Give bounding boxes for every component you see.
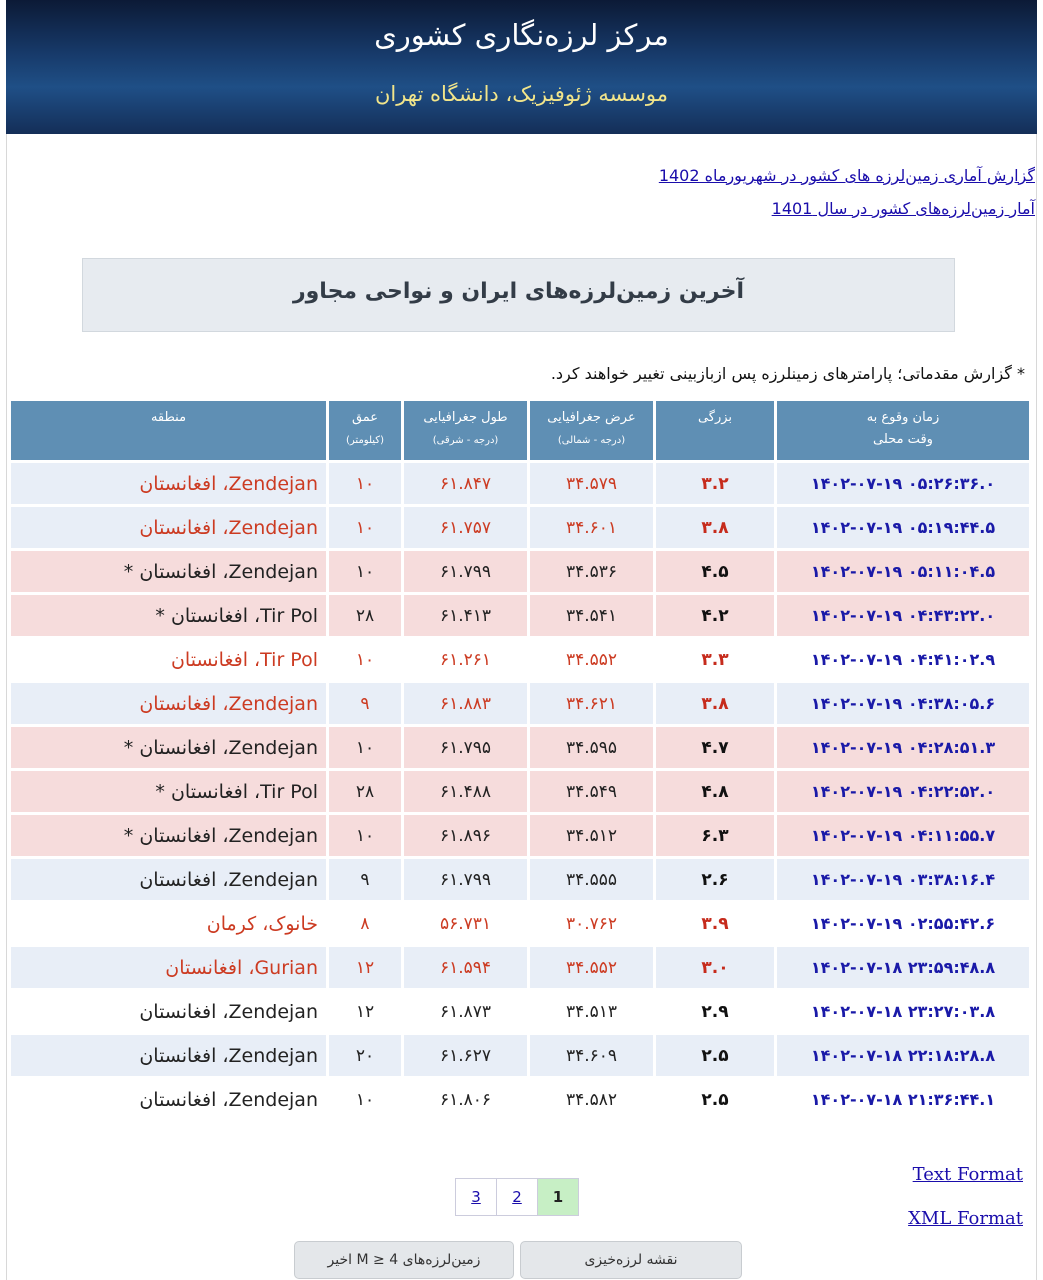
longitude-cell: ۶۱.۸۴۷ xyxy=(404,463,527,504)
magnitude-cell: ۳.۳ xyxy=(656,639,774,680)
table-row[interactable] xyxy=(11,463,1029,504)
table-row[interactable] xyxy=(11,815,1029,856)
longitude-cell: ۵۶.۷۳۱ xyxy=(404,903,527,944)
region-cell: Tir Pol، افغانستان * xyxy=(11,595,326,636)
event-time-cell: ۱۴۰۲-۰۷-۱۹ ۰۴:۴۱:۰۲.۹ xyxy=(777,639,1029,680)
region-cell: Zendejan، افغانستان xyxy=(11,683,326,724)
latitude-cell: ۳۴.۵۴۹ xyxy=(530,771,653,812)
banner-title: آخرین زمین‌لرزه‌های ایران و نواحی مجاور xyxy=(292,279,745,304)
region-cell: خانوک، کرمان xyxy=(11,903,326,944)
col-magnitude[interactable]: بزرگی xyxy=(656,401,774,460)
latitude-cell: ۳۴.۵۵۵ xyxy=(530,859,653,900)
table-row[interactable] xyxy=(11,639,1029,680)
region-cell: Zendejan، افغانستان * xyxy=(11,815,326,856)
yearly-stats-link[interactable]: آمار زمین‌لرزه‌های کشور در سال 1401 xyxy=(771,199,1035,218)
region-cell: Zendejan، افغانستان xyxy=(11,507,326,548)
longitude-cell: ۶۱.۸۰۶ xyxy=(404,1079,527,1120)
event-time-cell: ۱۴۰۲-۰۷-۱۹ ۰۴:۴۳:۲۲.۰ xyxy=(777,595,1029,636)
latitude-cell: ۳۴.۵۵۲ xyxy=(530,639,653,680)
table-row[interactable] xyxy=(11,771,1029,812)
text-format-link[interactable]: Text Format xyxy=(912,1164,1023,1185)
xml-format-link[interactable]: XML Format xyxy=(908,1208,1023,1229)
event-time-cell: ۱۴۰۲-۰۷-۱۹ ۰۵:۲۶:۳۶.۰ xyxy=(777,463,1029,504)
table-row[interactable] xyxy=(11,947,1029,988)
depth-cell: ۱۰ xyxy=(329,507,401,548)
page-3-link[interactable]: 3 xyxy=(455,1178,497,1216)
longitude-cell: ۶۱.۷۹۵ xyxy=(404,727,527,768)
magnitude-cell: ۳.۹ xyxy=(656,903,774,944)
event-time-cell: ۱۴۰۲-۰۷-۱۹ ۰۴:۳۸:۰۵.۶ xyxy=(777,683,1029,724)
region-cell: Zendejan، افغانستان xyxy=(11,991,326,1032)
page-1-current[interactable]: 1 xyxy=(537,1178,579,1216)
col-longitude[interactable]: طول جغرافیایی (درجه - شرقی) xyxy=(404,401,527,460)
event-time-cell: ۱۴۰۲-۰۷-۱۹ ۰۲:۵۵:۴۲.۶ xyxy=(777,903,1029,944)
depth-cell: ۱۲ xyxy=(329,991,401,1032)
table-row[interactable] xyxy=(11,991,1029,1032)
magnitude-cell: ۳.۲ xyxy=(656,463,774,504)
region-cell: Zendejan، افغانستان xyxy=(11,859,326,900)
table-row[interactable] xyxy=(11,507,1029,548)
table-row[interactable] xyxy=(11,903,1029,944)
latest-quakes-banner xyxy=(82,258,955,332)
table-row[interactable] xyxy=(11,595,1029,636)
longitude-cell: ۶۱.۲۶۱ xyxy=(404,639,527,680)
event-time-cell: ۱۴۰۲-۰۷-۱۸ ۲۳:۵۹:۴۸.۸ xyxy=(777,947,1029,988)
longitude-cell: ۶۱.۷۹۹ xyxy=(404,859,527,900)
longitude-cell: ۶۱.۵۹۴ xyxy=(404,947,527,988)
event-time-cell: ۱۴۰۲-۰۷-۱۹ ۰۵:۱۹:۴۴.۵ xyxy=(777,507,1029,548)
depth-cell: ۹ xyxy=(329,859,401,900)
region-cell: Zendejan، افغانستان xyxy=(11,463,326,504)
latitude-cell: ۳۴.۵۸۲ xyxy=(530,1079,653,1120)
magnitude-cell: ۴.۷ xyxy=(656,727,774,768)
region-cell: Zendejan، افغانستان * xyxy=(11,551,326,592)
col-region[interactable]: منطقه xyxy=(11,401,326,460)
magnitude-cell: ۳.۸ xyxy=(656,683,774,724)
latitude-cell: ۳۴.۵۳۶ xyxy=(530,551,653,592)
depth-cell: ۲۸ xyxy=(329,771,401,812)
latitude-cell: ۳۴.۵۷۹ xyxy=(530,463,653,504)
longitude-cell: ۶۱.۴۸۸ xyxy=(404,771,527,812)
table-row[interactable] xyxy=(11,1079,1029,1120)
magnitude-cell: ۳.۰ xyxy=(656,947,774,988)
magnitude-cell: ۴.۲ xyxy=(656,595,774,636)
magnitude-cell: ۲.۶ xyxy=(656,859,774,900)
page-2-link[interactable]: 2 xyxy=(496,1178,538,1216)
depth-cell: ۲۸ xyxy=(329,595,401,636)
table-row[interactable] xyxy=(11,727,1029,768)
col-latitude[interactable]: عرض جغرافیایی (درجه - شمالی) xyxy=(530,401,653,460)
table-row[interactable] xyxy=(11,683,1029,724)
table-row[interactable] xyxy=(11,551,1029,592)
event-time-cell: ۱۴۰۲-۰۷-۱۹ ۰۴:۱۱:۵۵.۷ xyxy=(777,815,1029,856)
region-cell: Tir Pol، افغانستان xyxy=(11,639,326,680)
region-cell: Zendejan، افغانستان * xyxy=(11,727,326,768)
table-header-row xyxy=(11,401,1029,460)
depth-cell: ۱۰ xyxy=(329,1079,401,1120)
event-time-cell: ۱۴۰۲-۰۷-۱۸ ۲۲:۱۸:۲۸.۸ xyxy=(777,1035,1029,1076)
magnitude-cell: ۲.۵ xyxy=(656,1079,774,1120)
magnitude-cell: ۴.۸ xyxy=(656,771,774,812)
col-time[interactable]: زمان وقوع به وقت محلی xyxy=(777,401,1029,460)
event-time-cell: ۱۴۰۲-۰۷-۱۸ ۲۱:۳۶:۴۴.۱ xyxy=(777,1079,1029,1120)
depth-cell: ۱۰ xyxy=(329,551,401,592)
magnitude-cell: ۲.۵ xyxy=(656,1035,774,1076)
latitude-cell: ۳۴.۵۹۵ xyxy=(530,727,653,768)
seismicity-map-button[interactable]: نقشه لرزه‌خیزی xyxy=(520,1241,742,1279)
depth-cell: ۱۰ xyxy=(329,639,401,680)
longitude-cell: ۶۱.۸۷۳ xyxy=(404,991,527,1032)
latitude-cell: ۳۴.۵۱۲ xyxy=(530,815,653,856)
depth-cell: ۱۰ xyxy=(329,463,401,504)
depth-cell: ۲۰ xyxy=(329,1035,401,1076)
table-row[interactable] xyxy=(11,1035,1029,1076)
pagination xyxy=(456,1178,579,1216)
longitude-cell: ۶۱.۸۹۶ xyxy=(404,815,527,856)
depth-cell: ۱۰ xyxy=(329,815,401,856)
site-header xyxy=(6,0,1037,134)
depth-cell: ۱۰ xyxy=(329,727,401,768)
recent-m4-button[interactable]: زمین‌لرزه‌های 4 ≤ M اخیر xyxy=(294,1241,514,1279)
site-subtitle: موسسه ژئوفیزیک، دانشگاه تهران xyxy=(374,82,669,106)
latitude-cell: ۳۴.۶۰۹ xyxy=(530,1035,653,1076)
event-time-cell: ۱۴۰۲-۰۷-۱۹ ۰۴:۲۲:۵۲.۰ xyxy=(777,771,1029,812)
event-time-cell: ۱۴۰۲-۰۷-۱۹ ۰۳:۳۸:۱۶.۴ xyxy=(777,859,1029,900)
longitude-cell: ۶۱.۸۸۳ xyxy=(404,683,527,724)
latitude-cell: ۳۴.۵۵۲ xyxy=(530,947,653,988)
table-row[interactable] xyxy=(11,859,1029,900)
monthly-report-link[interactable]: گزارش آماری زمین‌لرزه های کشور در شهریورماه 1402 xyxy=(658,166,1035,185)
longitude-cell: ۶۱.۴۱۳ xyxy=(404,595,527,636)
magnitude-cell: ۴.۵ xyxy=(656,551,774,592)
depth-cell: ۸ xyxy=(329,903,401,944)
magnitude-cell: ۳.۸ xyxy=(656,507,774,548)
latitude-cell: ۳۴.۶۰۱ xyxy=(530,507,653,548)
region-cell: Gurian، افغانستان xyxy=(11,947,326,988)
event-time-cell: ۱۴۰۲-۰۷-۱۸ ۲۳:۲۷:۰۳.۸ xyxy=(777,991,1029,1032)
region-cell: Zendejan، افغانستان xyxy=(11,1079,326,1120)
latitude-cell: ۳۰.۷۶۲ xyxy=(530,903,653,944)
longitude-cell: ۶۱.۶۲۷ xyxy=(404,1035,527,1076)
col-depth[interactable]: عمق (کیلومتر) xyxy=(329,401,401,460)
magnitude-cell: ۲.۹ xyxy=(656,991,774,1032)
preliminary-note: * گزارش مقدماتی؛ پارامترهای زمینلرزه پس ازبازبینی تغییر خواهند کرد. xyxy=(550,364,1025,383)
latitude-cell: ۳۴.۵۱۳ xyxy=(530,991,653,1032)
event-time-cell: ۱۴۰۲-۰۷-۱۹ ۰۴:۲۸:۵۱.۳ xyxy=(777,727,1029,768)
site-title: مرکز لرزه‌نگاری کشوری xyxy=(374,18,669,52)
depth-cell: ۹ xyxy=(329,683,401,724)
earthquake-table xyxy=(8,398,1032,1123)
latitude-cell: ۳۴.۵۴۱ xyxy=(530,595,653,636)
longitude-cell: ۶۱.۷۹۹ xyxy=(404,551,527,592)
magnitude-cell: ۶.۳ xyxy=(656,815,774,856)
latitude-cell: ۳۴.۶۲۱ xyxy=(530,683,653,724)
longitude-cell: ۶۱.۷۵۷ xyxy=(404,507,527,548)
depth-cell: ۱۲ xyxy=(329,947,401,988)
event-time-cell: ۱۴۰۲-۰۷-۱۹ ۰۵:۱۱:۰۴.۵ xyxy=(777,551,1029,592)
region-cell: Zendejan، افغانستان xyxy=(11,1035,326,1076)
region-cell: Tir Pol، افغانستان * xyxy=(11,771,326,812)
